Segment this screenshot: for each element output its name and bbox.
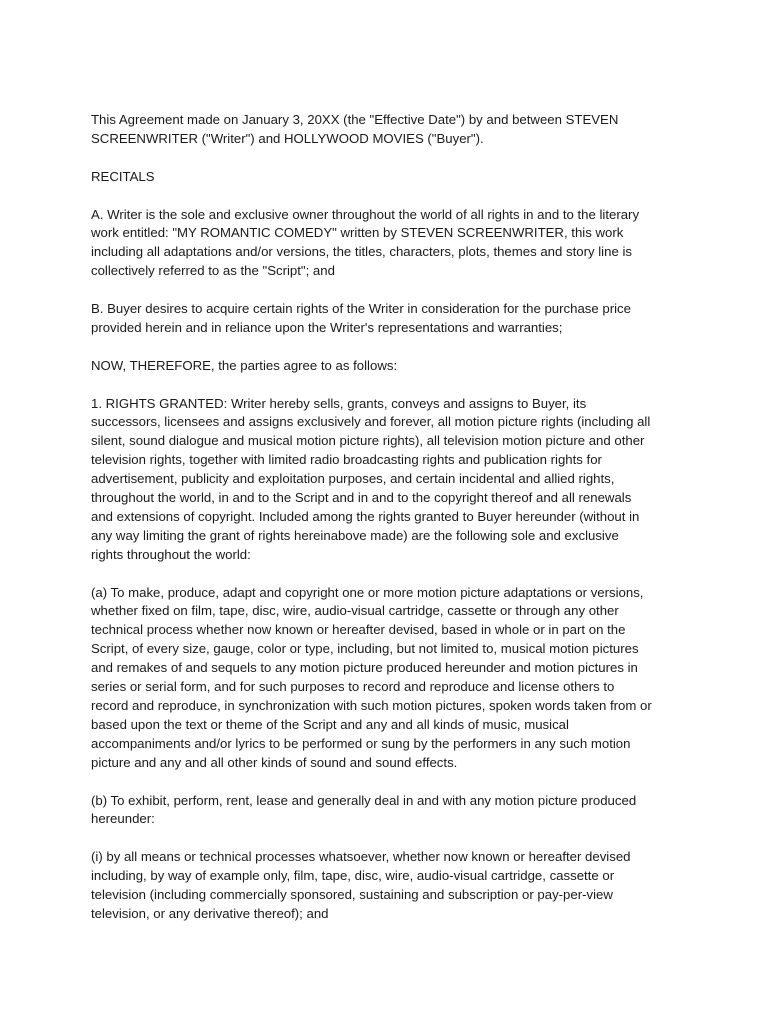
text-line: 1. RIGHTS GRANTED: Writer hereby sells, grants, conveys and assigns to Buyer, its (91, 395, 587, 411)
text-line: throughout the world, in and to the Script and in and to the copyright thereof and all renewals (91, 490, 632, 506)
text-line: hereunder: (91, 811, 155, 827)
recitals-heading (91, 168, 691, 187)
text-line: advertisement, publicity and exploitation purposes, and certain incidental and allied rights, (91, 471, 615, 487)
text-line: including, by way of example only, film, tape, disc, wire, audio-visual cartridge, cassette or (91, 868, 615, 884)
text-line: any way limiting the grant of rights hereinabove made) are the following sole and exclusive (91, 527, 619, 543)
clause-a-paragraph (91, 584, 691, 773)
recital-a-paragraph (91, 206, 691, 282)
document-body (91, 111, 691, 943)
text-line: SCREENWRITER ("Writer") and HOLLYWOOD MOVIES ("Buyer"). (91, 130, 484, 146)
text-line: technical process whether now known or hereafter devised, based in whole or in part on the (91, 622, 626, 638)
text-line: accompaniments and/or lyrics to be performed or sung by the performers in any such motion (91, 735, 631, 751)
text-line: series or serial form, and for such purposes to record and reproduce and license others to (91, 679, 615, 695)
text-line: This Agreement made on January 3, 20XX (the "Effective Date") by and between STEVEN (91, 112, 619, 127)
text-line: (i) by all means or technical processes whatsoever, whether now known or hereafter devised (91, 849, 631, 865)
text-line: and remakes of and sequels to any motion picture produced hereunder and motion pictures in (91, 660, 638, 676)
text-line: television (including commercially sponsored, sustaining and subscription or pay-per-view (91, 887, 613, 903)
text-line: A. Writer is the sole and exclusive owner throughout the world of all rights in and to the literary (91, 206, 640, 222)
text-line: television rights, together with limited radio broadcasting rights and publication rights for (91, 452, 602, 468)
rights-granted-paragraph (91, 395, 691, 565)
text-line: collectively referred to as the "Script"; and (91, 263, 335, 279)
text-line: and extensions of copyright. Included among the rights granted to Buyer hereunder (without in (91, 508, 640, 524)
text-line: whether fixed on film, tape, disc, wire, audio-visual cartridge, cassette or through any other (91, 603, 619, 619)
text-line: work entitled: "MY ROMANTIC COMEDY" written by STEVEN SCREENWRITER, this work (91, 225, 624, 241)
text-line: based upon the text or theme of the Script and any and all kinds of music, musical (91, 716, 569, 732)
text-line: (a) To make, produce, adapt and copyright one or more motion picture adaptations or versions, (91, 584, 644, 600)
text-line: NOW, THEREFORE, the parties agree to as follows: (91, 357, 398, 373)
preamble-paragraph (91, 111, 691, 149)
text-line: successors, licensees and assigns exclusively and forever, all motion picture rights (including all (91, 414, 651, 430)
clause-b-i-paragraph (91, 848, 691, 924)
text-line: B. Buyer desires to acquire certain rights of the Writer in consideration for the purchase price (91, 301, 631, 317)
now-therefore-paragraph (91, 357, 691, 376)
text-line: (b) To exhibit, perform, rent, lease and generally deal in and with any motion picture produced (91, 792, 637, 808)
text-line: television, or any derivative thereof); and (91, 905, 329, 921)
text-line: rights throughout the world: (91, 546, 251, 562)
recital-b-paragraph (91, 300, 691, 338)
text-line: picture and any and all other kinds of sound and sound effects. (91, 754, 458, 770)
text-line: silent, sound dialogue and musical motion picture rights), all television motion picture and other (91, 433, 645, 449)
text-line: including all adaptations and/or versions, the titles, characters, plots, themes and story line is (91, 244, 632, 260)
text-line: Script, of every size, gauge, color or type, including, but not limited to, musical motion pictures (91, 641, 639, 657)
clause-b-paragraph (91, 792, 691, 830)
text-line: record and reproduce, in synchronization with such motion pictures, spoken words taken from or (91, 698, 652, 713)
text-line: provided herein and in reliance upon the Writer's representations and warranties; (91, 319, 563, 335)
text-line: RECITALS (91, 168, 155, 184)
